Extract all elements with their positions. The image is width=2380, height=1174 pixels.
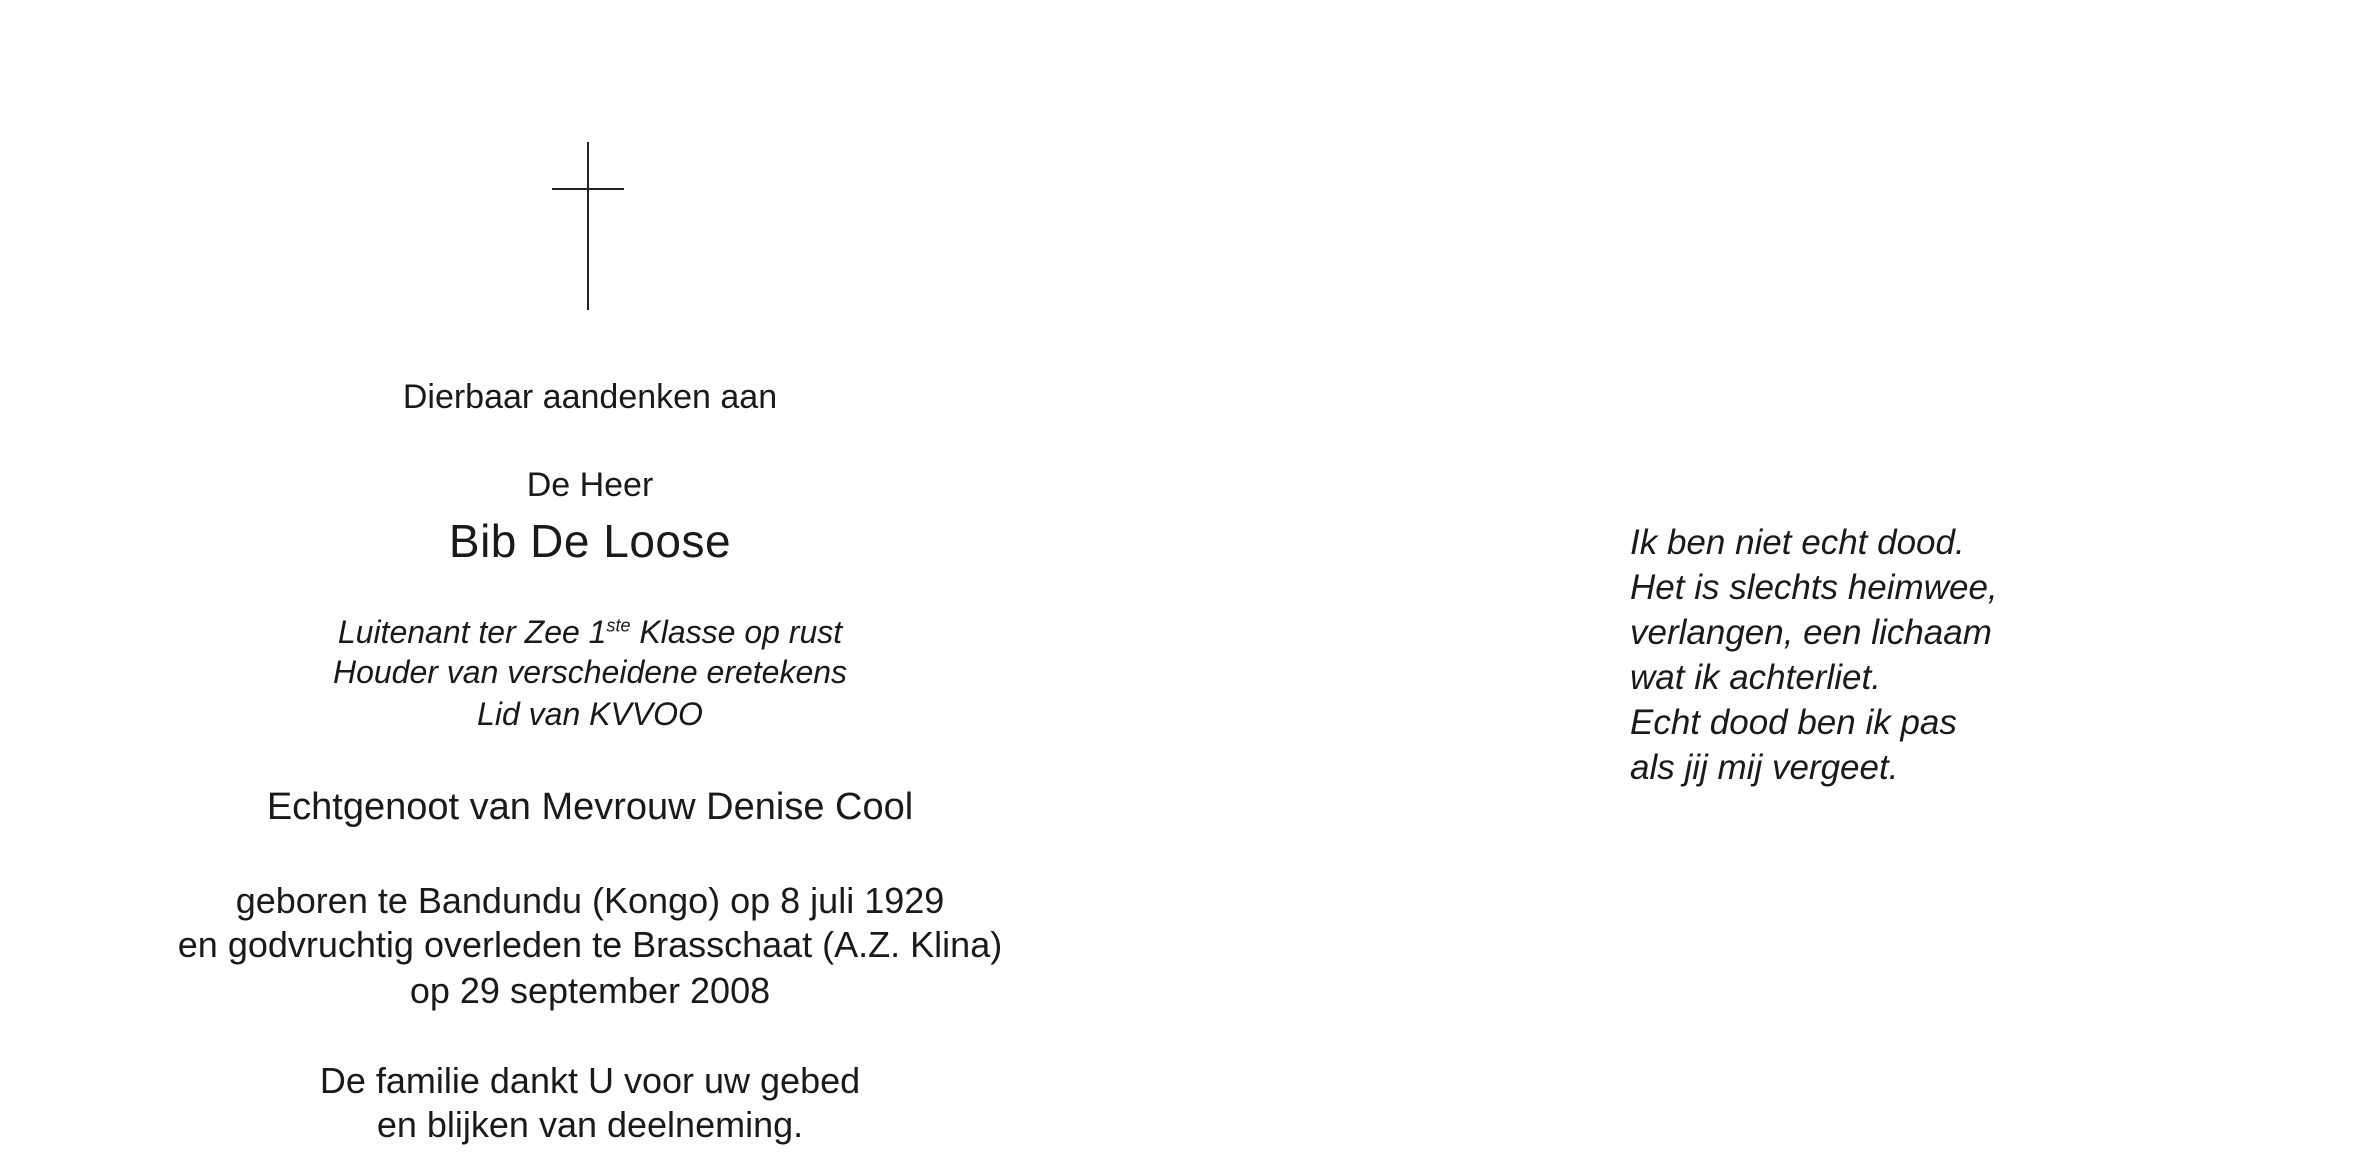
rank-text-after: Klasse op rust [630, 614, 843, 650]
poem-line: wat ik achterliet. [1630, 658, 1881, 697]
spouse-line: Echtgenoot van Mevrouw Denise Cool [266, 786, 914, 828]
deceased-name: Bib De Loose [448, 515, 732, 567]
honours-line: Houder van verscheidene eretekens [332, 654, 848, 690]
cross-vertical-bar [587, 142, 589, 310]
rank-text-before: Luitenant ter Zee 1 [337, 614, 607, 650]
thanks-line-2: en blijken van deelneming. [376, 1104, 804, 1145]
honorific: De Heer [526, 466, 654, 504]
membership-line: Lid van KVVOO [477, 696, 703, 732]
thanks-line-1: De familie dankt U voor uw gebed [319, 1060, 861, 1101]
death-date-line: op 29 september 2008 [409, 970, 771, 1011]
memorial-text-panel [0, 0, 1180, 1174]
poem-line: verlangen, een lichaam [1630, 613, 1992, 652]
cross-icon [552, 142, 624, 310]
poem-line: Het is slechts heimwee, [1630, 568, 1998, 607]
rank-line [0, 614, 1180, 651]
death-place-line: en godvruchtig overleden te Brasschaat (A.Z. Klina) [177, 924, 1003, 965]
intro-text: Dierbaar aandenken aan [402, 378, 778, 416]
rank-superscript: ste [606, 615, 631, 636]
birth-line: geboren te Bandundu (Kongo) op 8 juli 1929 [235, 880, 945, 921]
poem-line: als jij mij vergeet. [1630, 748, 1899, 787]
poem [1630, 520, 1998, 790]
cross-horizontal-bar [552, 188, 624, 190]
poem-line: Ik ben niet echt dood. [1630, 523, 1965, 562]
poem-line: Echt dood ben ik pas [1630, 703, 1957, 742]
